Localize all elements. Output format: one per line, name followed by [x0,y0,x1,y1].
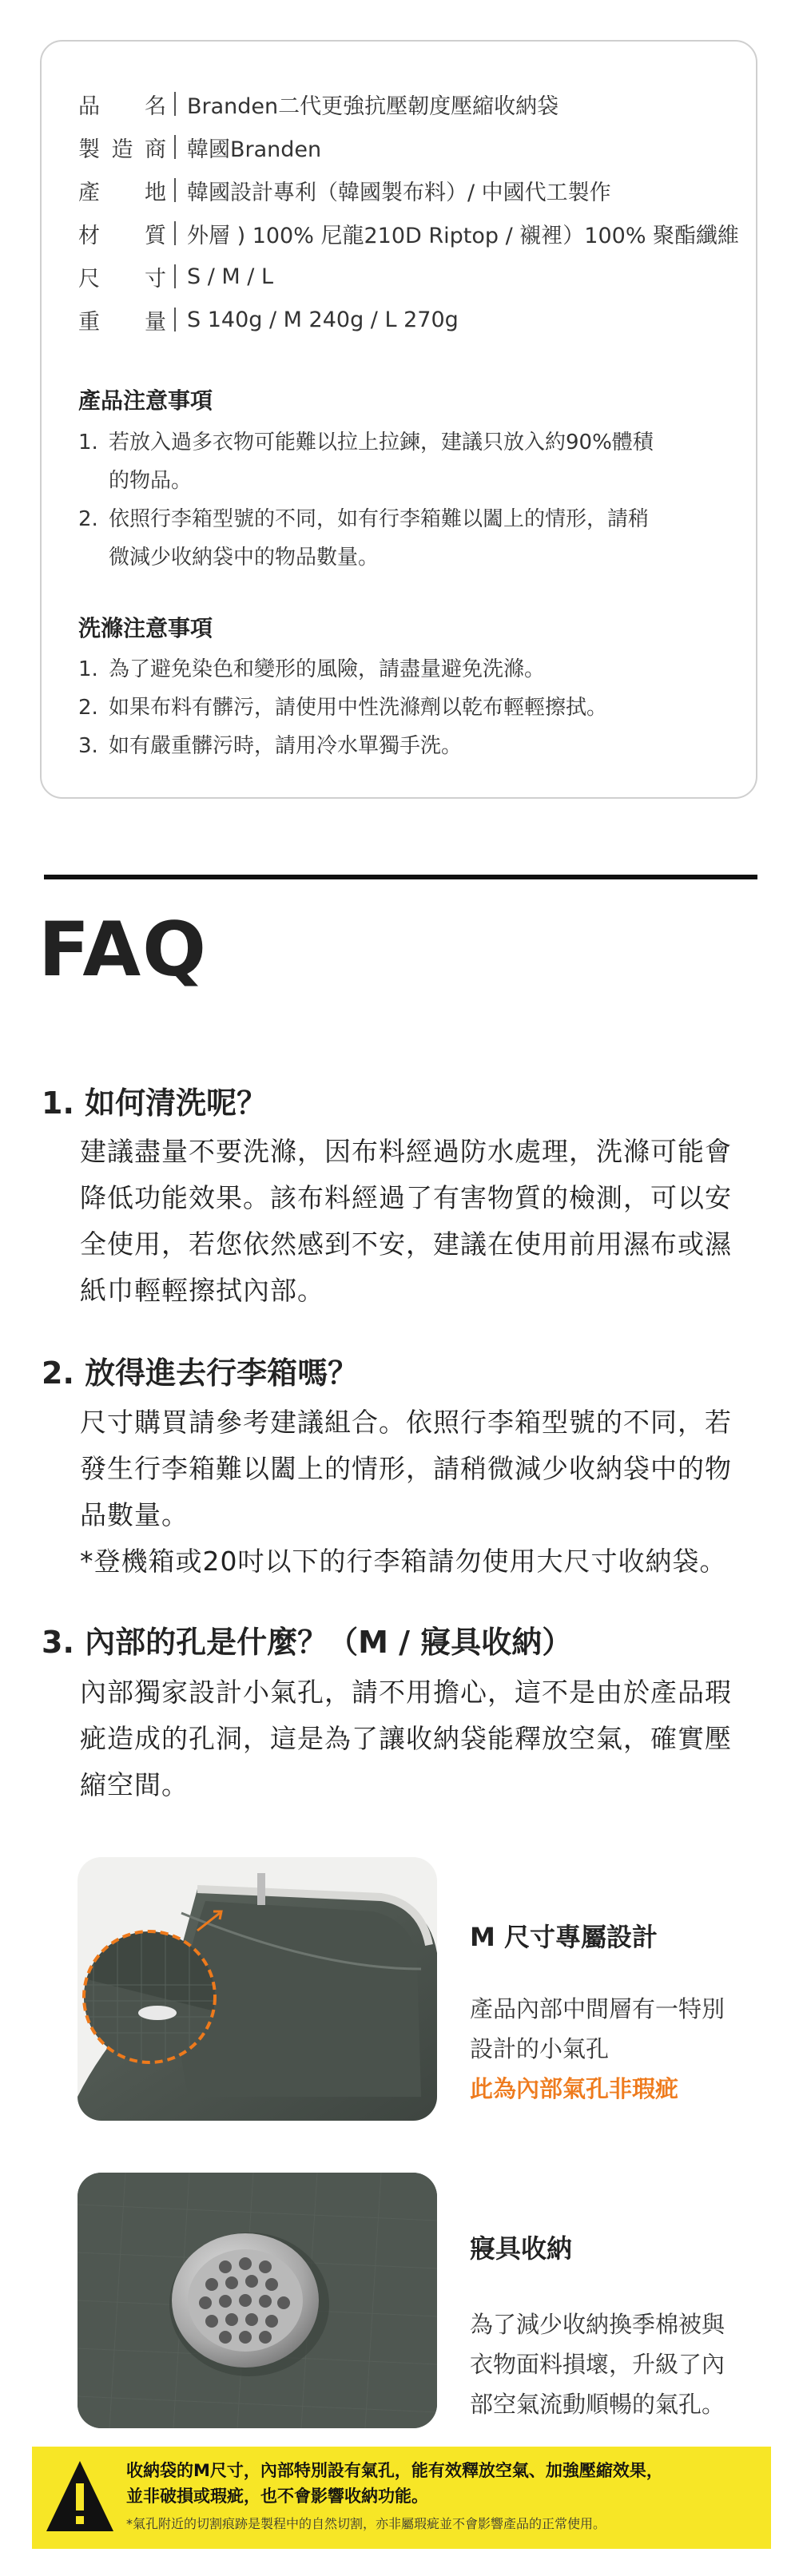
spec-row-material: 材 質 外層 ) 100% 尼龍210D Riptop / 襯裡）100% 聚酯纖維 [78,217,739,249]
warning-line-1: 收納袋的M尺寸，內部特別設有氣孔，能有效釋放空氣、加強壓縮效果， [126,2461,663,2480]
faq-q2-body: 尺寸購買請參考建議組合。依照行李箱型號的不同，若 發生行李箱難以闔上的情形，請稍微減少收納袋中的物 品數量。 *登機箱或20吋以下的行李箱請勿使用大尺寸收納袋。 [80,1407,732,1577]
spec-row-origin: 產 地 韓國設計專利（韓國製布料）/ 中國代工製作 [78,174,611,206]
spec-row-size: 尺 寸 S / M / L [78,264,273,292]
vent-closeup-illustration [78,2173,437,2428]
spec-row-maker: 製 造 商 韓國Branden [78,131,321,163]
warning-banner [32,2447,771,2549]
wash-notes-title: 洗滌注意事項 [78,615,213,641]
spec-value: S / M / L [187,264,273,289]
spec-row-name: 品 名 Branden二代更強抗壓韌度壓縮收納袋 [78,88,559,120]
faq-q1-body: 建議盡量不要洗滌，因布料經過防水處理，洗滌可能會 降低功能效果。該布料經過了有害物質的檢測，可以安 全使用，若您依然感到不安，建議在使用前用濕布或濕 紙巾輕輕擦拭內部。 [80,1136,732,1306]
feature1-body: 產品內部中間層有一特別 設計的小氣孔 此為內部氣孔非瑕疵 [470,1989,765,2109]
feature2-body: 為了減少收納換季棉被與 衣物面料損壞，升級了內 部空氣流動順暢的氣孔。 [470,2311,725,2418]
bag-interior-image [78,1857,437,2121]
spec-card [40,40,757,799]
faq-q3-title: 3. 內部的孔是什麼？（M / 寢具收納） [42,1625,573,1660]
product-notes-title: 產品注意事項 [78,387,213,414]
spec-value: Branden二代更強抗壓韌度壓縮收納袋 [187,93,559,119]
faq-title: FAQ [38,907,209,994]
spec-value: 韓國設計專利（韓國製布料）/ 中國代工製作 [187,180,611,205]
spec-row-weight: 重 量 S 140g / M 240g / L 270g [78,307,459,335]
warning-icon [45,2458,115,2534]
faq-q2-title: 2. 放得進去行李箱嗎？ [42,1355,359,1391]
spec-value: 韓國Branden [187,137,322,162]
product-note: 1. 若放入過多衣物可能難以拉上拉鍊，建議只放入約90%體積 的物品。 2. 依照行李箱型號的不同，如有行李箱難以闔上的情形，請稍 微減少收納袋中的物品數量。 [78,431,654,570]
bag-interior-illustration [78,1857,437,2121]
vent-closeup-image [78,2173,437,2428]
spec-value: S 140g / M 240g / L 270g [187,307,459,332]
feature2-title: 寢具收納 [470,2233,573,2264]
wash-note: 1. 為了避免染色和變形的風險，請盡量避免洗滌。 2. 如果布料有髒污，請使用中性洗滌劑以乾布輕輕擦拭。 3. 如有嚴重髒污時，請用冷水單獨手洗。 [78,657,608,758]
spec-value: 外層 ) 100% 尼龍210D Riptop / 襯裡）100% 聚酯纖維 [187,223,740,248]
feature1-title: M 尺寸專屬設計 [470,1922,658,1952]
faq-q3-body: 內部獨家設計小氣孔，請不用擔心，這不是由於產品瑕 疵造成的孔洞，這是為了讓收納袋能釋放空氣，確實壓 縮空間。 [80,1677,732,1800]
warning-note: *氣孔附近的切割痕跡是製程中的自然切割，亦非屬瑕疵並不會影響產品的正常使用。 [126,2516,606,2531]
warning-line-2: 並非破損或瑕疵，也不會影響收納功能。 [126,2487,428,2506]
section-divider [44,875,757,879]
faq-q1-title: 1. 如何清洗呢？ [42,1086,268,1121]
feature1-highlight: 此為內部氣孔非瑕疵 [470,2075,679,2102]
